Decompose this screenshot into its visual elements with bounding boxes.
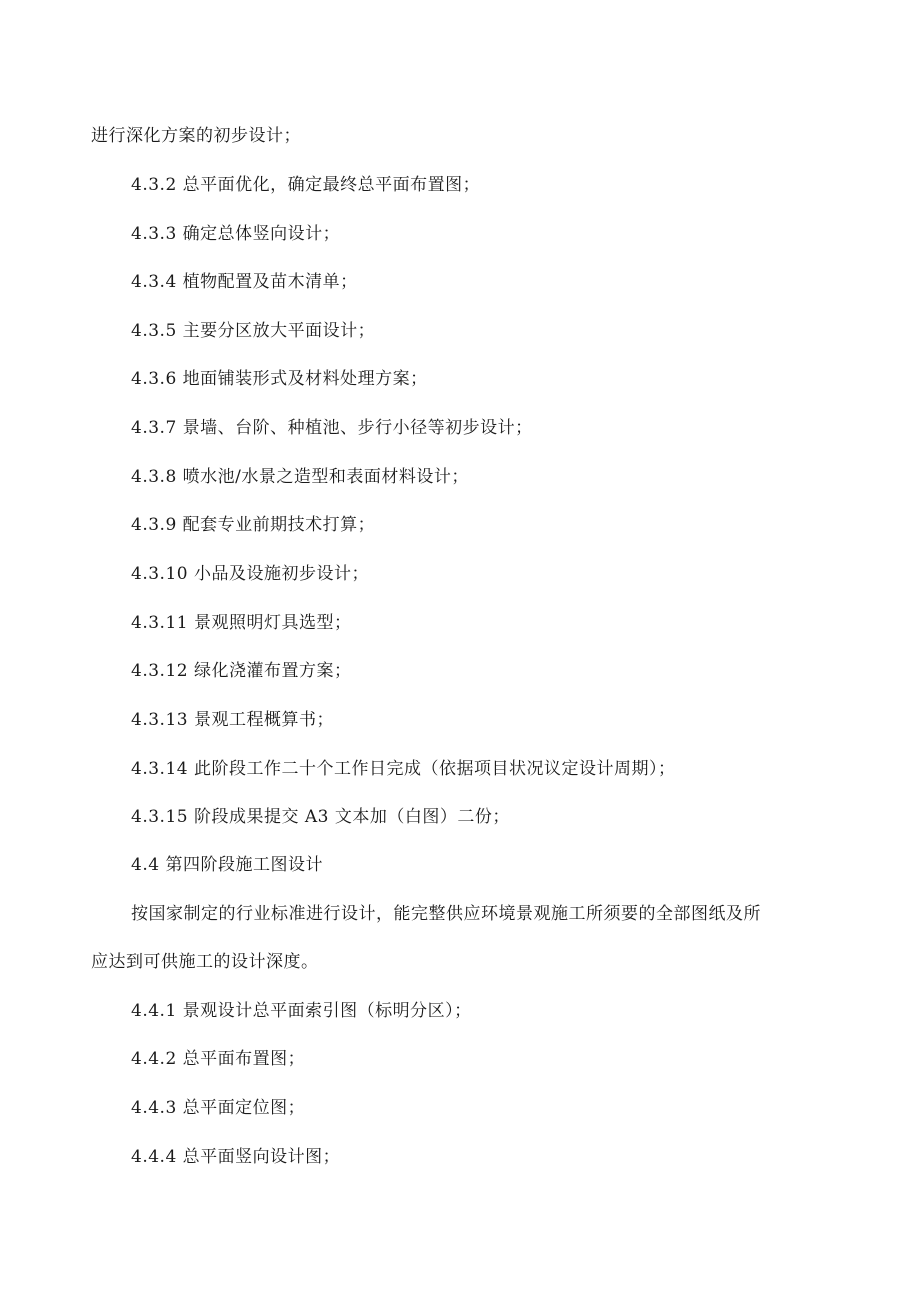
paragraph-line: 应达到可供施工的设计深度。 [91, 952, 319, 972]
list-item: 4.3.12 绿化浇灌布置方案； [131, 661, 352, 681]
list-item: 4.4.2 总平面布置图； [131, 1049, 306, 1069]
list-item: 4.3.8 喷水池/水景之造型和表面材料设计； [131, 467, 469, 487]
list-item: 4.3.7 景墙、台阶、种植池、步行小径等初步设计； [131, 418, 533, 438]
list-item: 4.4.3 总平面定位图； [131, 1098, 306, 1118]
list-item: 4.3.3 确定总体竖向设计； [131, 224, 341, 244]
list-item: 4.3.15 阶段成果提交 A3 文本加（白图）二份； [131, 807, 510, 827]
list-item: 4.3.14 此阶段工作二十个工作日完成（依据项目状况议定设计周期）； [131, 759, 676, 779]
list-item: 4.3.13 景观工程概算书； [131, 710, 334, 730]
list-item: 4.4.4 总平面竖向设计图； [131, 1147, 341, 1167]
list-item: 4.3.10 小品及设施初步设计； [131, 564, 369, 584]
list-item: 4.3.4 植物配置及苗木清单； [131, 272, 358, 292]
list-item: 4.3.2 总平面优化，确定最终总平面布置图； [131, 175, 481, 195]
paragraph-line: 按国家制定的行业标准进行设计，能完整供应环境景观施工所须要的全部图纸及所 [131, 904, 761, 924]
list-item: 4.4.1 景观设计总平面索引图（标明分区）； [131, 1001, 472, 1021]
list-item: 4.3.5 主要分区放大平面设计； [131, 321, 376, 341]
section-heading: 4.4 第四阶段施工图设计 [131, 855, 323, 875]
list-item: 4.3.6 地面铺装形式及材料处理方案； [131, 369, 428, 389]
list-item: 4.3.9 配套专业前期技术打算； [131, 515, 376, 535]
text-line: 进行深化方案的初步设计； [91, 126, 301, 146]
list-item: 4.3.11 景观照明灯具选型； [131, 613, 352, 633]
